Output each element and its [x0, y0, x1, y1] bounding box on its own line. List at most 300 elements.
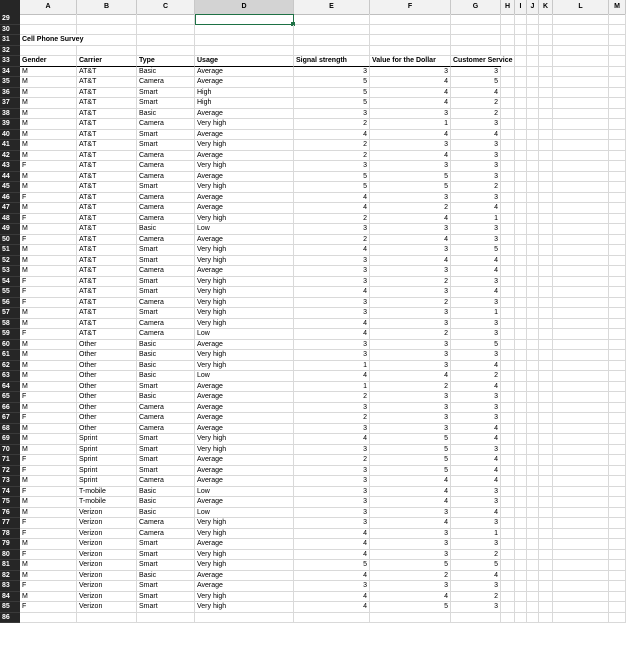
cell-g75[interactable]: 3	[451, 497, 501, 508]
cell-e34[interactable]: 3	[294, 67, 370, 78]
row-header[interactable]: 29	[0, 14, 20, 25]
cell-d79[interactable]: Average	[195, 539, 294, 550]
cell-l81[interactable]	[553, 560, 609, 571]
cell-b71[interactable]: Sprint	[77, 455, 137, 466]
cell-g59[interactable]: 3	[451, 329, 501, 340]
cell-d75[interactable]: Average	[195, 497, 294, 508]
cell-d39[interactable]: Very high	[195, 119, 294, 130]
cell-f85[interactable]: 5	[370, 602, 451, 613]
cell-k74[interactable]	[539, 487, 553, 498]
cell-b51[interactable]: AT&T	[77, 245, 137, 256]
cell-c38[interactable]: Basic	[137, 109, 195, 120]
cell-a33[interactable]: Gender	[20, 56, 77, 67]
cell-a42[interactable]: M	[20, 151, 77, 162]
cell-j54[interactable]	[527, 277, 539, 288]
cell-m34[interactable]	[609, 67, 626, 78]
cell-k34[interactable]	[539, 67, 553, 78]
cell-d31[interactable]	[195, 35, 294, 46]
cell-m36[interactable]	[609, 88, 626, 99]
cell-m75[interactable]	[609, 497, 626, 508]
cell-h45[interactable]	[501, 182, 515, 193]
cell-i36[interactable]	[515, 88, 527, 99]
cell-j56[interactable]	[527, 298, 539, 309]
cell-h52[interactable]	[501, 256, 515, 267]
cell-i71[interactable]	[515, 455, 527, 466]
row-header[interactable]: 68	[0, 424, 20, 435]
cell-g45[interactable]: 2	[451, 182, 501, 193]
cell-b36[interactable]: AT&T	[77, 88, 137, 99]
cell-f79[interactable]: 3	[370, 539, 451, 550]
cell-m50[interactable]	[609, 235, 626, 246]
cell-c63[interactable]: Basic	[137, 371, 195, 382]
cell-l83[interactable]	[553, 581, 609, 592]
cell-g63[interactable]: 2	[451, 371, 501, 382]
cell-a44[interactable]: M	[20, 172, 77, 183]
cell-l50[interactable]	[553, 235, 609, 246]
cell-k73[interactable]	[539, 476, 553, 487]
cell-l37[interactable]	[553, 98, 609, 109]
cell-k35[interactable]	[539, 77, 553, 88]
cell-h86[interactable]	[501, 613, 515, 624]
cell-h44[interactable]	[501, 172, 515, 183]
cell-k64[interactable]	[539, 382, 553, 393]
cell-k70[interactable]	[539, 445, 553, 456]
cell-a83[interactable]: F	[20, 581, 77, 592]
cell-d38[interactable]: Average	[195, 109, 294, 120]
cell-j31[interactable]	[527, 35, 539, 46]
cell-h38[interactable]	[501, 109, 515, 120]
cell-h75[interactable]	[501, 497, 515, 508]
cell-j43[interactable]	[527, 161, 539, 172]
cell-l29[interactable]	[553, 14, 609, 25]
cell-f54[interactable]: 2	[370, 277, 451, 288]
cell-j78[interactable]	[527, 529, 539, 540]
cell-j45[interactable]	[527, 182, 539, 193]
cell-a70[interactable]: M	[20, 445, 77, 456]
cell-l30[interactable]	[553, 25, 609, 36]
cell-m81[interactable]	[609, 560, 626, 571]
cell-j30[interactable]	[527, 25, 539, 36]
cell-h47[interactable]	[501, 203, 515, 214]
cell-j47[interactable]	[527, 203, 539, 214]
cell-g32[interactable]	[451, 46, 501, 57]
cell-b52[interactable]: AT&T	[77, 256, 137, 267]
cell-e54[interactable]: 3	[294, 277, 370, 288]
cell-f80[interactable]: 3	[370, 550, 451, 561]
cell-h49[interactable]	[501, 224, 515, 235]
cell-k72[interactable]	[539, 466, 553, 477]
cell-c50[interactable]: Camera	[137, 235, 195, 246]
cell-e67[interactable]: 2	[294, 413, 370, 424]
cell-l32[interactable]	[553, 46, 609, 57]
cell-g60[interactable]: 5	[451, 340, 501, 351]
row-header[interactable]: 31	[0, 35, 20, 46]
cell-e86[interactable]	[294, 613, 370, 624]
cell-c53[interactable]: Camera	[137, 266, 195, 277]
cell-i52[interactable]	[515, 256, 527, 267]
cell-h76[interactable]	[501, 508, 515, 519]
cell-j73[interactable]	[527, 476, 539, 487]
cell-f77[interactable]: 4	[370, 518, 451, 529]
cell-c57[interactable]: Smart	[137, 308, 195, 319]
cell-e72[interactable]: 3	[294, 466, 370, 477]
cell-d60[interactable]: Average	[195, 340, 294, 351]
cell-e64[interactable]: 1	[294, 382, 370, 393]
row-header[interactable]: 32	[0, 46, 20, 57]
cell-j71[interactable]	[527, 455, 539, 466]
cell-i43[interactable]	[515, 161, 527, 172]
cell-h61[interactable]	[501, 350, 515, 361]
cell-e58[interactable]: 4	[294, 319, 370, 330]
cell-h48[interactable]	[501, 214, 515, 225]
cell-c64[interactable]: Smart	[137, 382, 195, 393]
cell-i75[interactable]	[515, 497, 527, 508]
cell-e51[interactable]: 4	[294, 245, 370, 256]
cell-j41[interactable]	[527, 140, 539, 151]
cell-d64[interactable]: Average	[195, 382, 294, 393]
row-header[interactable]: 82	[0, 571, 20, 582]
cell-a31[interactable]: Cell Phone Survey	[20, 35, 77, 46]
cell-m76[interactable]	[609, 508, 626, 519]
cell-f81[interactable]: 5	[370, 560, 451, 571]
cell-h78[interactable]	[501, 529, 515, 540]
cell-c56[interactable]: Camera	[137, 298, 195, 309]
cell-e47[interactable]: 4	[294, 203, 370, 214]
cell-l41[interactable]	[553, 140, 609, 151]
cell-a57[interactable]: M	[20, 308, 77, 319]
cell-k59[interactable]	[539, 329, 553, 340]
cell-a77[interactable]: F	[20, 518, 77, 529]
cell-j79[interactable]	[527, 539, 539, 550]
cell-l48[interactable]	[553, 214, 609, 225]
cell-k45[interactable]	[539, 182, 553, 193]
cell-i68[interactable]	[515, 424, 527, 435]
cell-l63[interactable]	[553, 371, 609, 382]
cell-m41[interactable]	[609, 140, 626, 151]
cell-e52[interactable]: 3	[294, 256, 370, 267]
row-header[interactable]: 55	[0, 287, 20, 298]
column-header-k[interactable]: K	[539, 0, 553, 14]
cell-c73[interactable]: Camera	[137, 476, 195, 487]
cell-h42[interactable]	[501, 151, 515, 162]
cell-c59[interactable]: Camera	[137, 329, 195, 340]
cell-h59[interactable]	[501, 329, 515, 340]
select-all-corner[interactable]	[0, 0, 20, 14]
cell-j59[interactable]	[527, 329, 539, 340]
cell-l31[interactable]	[553, 35, 609, 46]
cell-m46[interactable]	[609, 193, 626, 204]
cell-i47[interactable]	[515, 203, 527, 214]
cell-e36[interactable]: 5	[294, 88, 370, 99]
cell-i77[interactable]	[515, 518, 527, 529]
row-header[interactable]: 84	[0, 592, 20, 603]
cell-b47[interactable]: AT&T	[77, 203, 137, 214]
cell-i39[interactable]	[515, 119, 527, 130]
cell-l61[interactable]	[553, 350, 609, 361]
cell-g81[interactable]: 5	[451, 560, 501, 571]
cell-c70[interactable]: Smart	[137, 445, 195, 456]
row-header[interactable]: 49	[0, 224, 20, 235]
cell-a43[interactable]: F	[20, 161, 77, 172]
cell-e83[interactable]: 3	[294, 581, 370, 592]
row-header[interactable]: 57	[0, 308, 20, 319]
row-header[interactable]: 50	[0, 235, 20, 246]
cell-a36[interactable]: M	[20, 88, 77, 99]
cell-g39[interactable]: 3	[451, 119, 501, 130]
cell-d44[interactable]: Average	[195, 172, 294, 183]
cell-b60[interactable]: Other	[77, 340, 137, 351]
cell-f66[interactable]: 3	[370, 403, 451, 414]
cell-a80[interactable]: F	[20, 550, 77, 561]
cell-e79[interactable]: 4	[294, 539, 370, 550]
cell-b67[interactable]: Other	[77, 413, 137, 424]
cell-l34[interactable]	[553, 67, 609, 78]
cell-c74[interactable]: Basic	[137, 487, 195, 498]
cell-k49[interactable]	[539, 224, 553, 235]
cell-h37[interactable]	[501, 98, 515, 109]
cell-f58[interactable]: 3	[370, 319, 451, 330]
cell-d32[interactable]	[195, 46, 294, 57]
cell-b45[interactable]: AT&T	[77, 182, 137, 193]
cell-g49[interactable]: 3	[451, 224, 501, 235]
column-header-h[interactable]: H	[501, 0, 515, 14]
cell-g62[interactable]: 4	[451, 361, 501, 372]
cell-k68[interactable]	[539, 424, 553, 435]
cell-h34[interactable]	[501, 67, 515, 78]
row-header[interactable]: 67	[0, 413, 20, 424]
cell-j32[interactable]	[527, 46, 539, 57]
cell-m32[interactable]	[609, 46, 626, 57]
cell-m58[interactable]	[609, 319, 626, 330]
cell-l86[interactable]	[553, 613, 609, 624]
cell-f69[interactable]: 5	[370, 434, 451, 445]
cell-c72[interactable]: Smart	[137, 466, 195, 477]
cell-m86[interactable]	[609, 613, 626, 624]
cell-b80[interactable]: Verizon	[77, 550, 137, 561]
cell-m60[interactable]	[609, 340, 626, 351]
row-header[interactable]: 70	[0, 445, 20, 456]
cell-m54[interactable]	[609, 277, 626, 288]
cell-b57[interactable]: AT&T	[77, 308, 137, 319]
cell-l72[interactable]	[553, 466, 609, 477]
cell-g41[interactable]: 3	[451, 140, 501, 151]
cell-g30[interactable]	[451, 25, 501, 36]
cell-d81[interactable]: Very high	[195, 560, 294, 571]
cell-c82[interactable]: Basic	[137, 571, 195, 582]
cell-l75[interactable]	[553, 497, 609, 508]
cell-l71[interactable]	[553, 455, 609, 466]
cell-k85[interactable]	[539, 602, 553, 613]
cell-c62[interactable]: Basic	[137, 361, 195, 372]
row-header[interactable]: 46	[0, 193, 20, 204]
cell-c34[interactable]: Basic	[137, 67, 195, 78]
cell-b62[interactable]: Other	[77, 361, 137, 372]
cell-c80[interactable]: Smart	[137, 550, 195, 561]
cell-f71[interactable]: 5	[370, 455, 451, 466]
cell-g36[interactable]: 4	[451, 88, 501, 99]
cell-f86[interactable]	[370, 613, 451, 624]
cell-d67[interactable]: Average	[195, 413, 294, 424]
cell-g53[interactable]: 4	[451, 266, 501, 277]
cell-h73[interactable]	[501, 476, 515, 487]
cell-b70[interactable]: Sprint	[77, 445, 137, 456]
cell-f83[interactable]: 3	[370, 581, 451, 592]
cell-d47[interactable]: Average	[195, 203, 294, 214]
cell-d51[interactable]: Very high	[195, 245, 294, 256]
cell-d42[interactable]: Average	[195, 151, 294, 162]
column-header-e[interactable]: E	[294, 0, 370, 14]
cell-h41[interactable]	[501, 140, 515, 151]
cell-e33[interactable]: Signal strength	[294, 56, 370, 67]
cell-d58[interactable]: Very high	[195, 319, 294, 330]
cell-l77[interactable]	[553, 518, 609, 529]
cell-h67[interactable]	[501, 413, 515, 424]
row-header[interactable]: 52	[0, 256, 20, 267]
cell-l45[interactable]	[553, 182, 609, 193]
cell-m53[interactable]	[609, 266, 626, 277]
row-header[interactable]: 62	[0, 361, 20, 372]
cell-e65[interactable]: 2	[294, 392, 370, 403]
cell-b35[interactable]: AT&T	[77, 77, 137, 88]
cell-i66[interactable]	[515, 403, 527, 414]
cell-e74[interactable]: 3	[294, 487, 370, 498]
cell-a39[interactable]: M	[20, 119, 77, 130]
cell-d33[interactable]: Usage	[195, 56, 294, 67]
cell-b48[interactable]: AT&T	[77, 214, 137, 225]
cell-m49[interactable]	[609, 224, 626, 235]
cell-a50[interactable]: F	[20, 235, 77, 246]
cell-j48[interactable]	[527, 214, 539, 225]
cell-d49[interactable]: Low	[195, 224, 294, 235]
cell-a47[interactable]: M	[20, 203, 77, 214]
cell-i48[interactable]	[515, 214, 527, 225]
cell-e43[interactable]: 3	[294, 161, 370, 172]
cell-l60[interactable]	[553, 340, 609, 351]
cell-b33[interactable]: Carrier	[77, 56, 137, 67]
cell-e32[interactable]	[294, 46, 370, 57]
cell-g85[interactable]: 3	[451, 602, 501, 613]
cell-k76[interactable]	[539, 508, 553, 519]
cell-m71[interactable]	[609, 455, 626, 466]
cell-h69[interactable]	[501, 434, 515, 445]
cell-m55[interactable]	[609, 287, 626, 298]
cell-h35[interactable]	[501, 77, 515, 88]
cell-h46[interactable]	[501, 193, 515, 204]
column-header-a[interactable]: A	[20, 0, 77, 14]
cell-c41[interactable]: Smart	[137, 140, 195, 151]
cell-g37[interactable]: 2	[451, 98, 501, 109]
cell-c44[interactable]: Camera	[137, 172, 195, 183]
cell-e44[interactable]: 5	[294, 172, 370, 183]
cell-k41[interactable]	[539, 140, 553, 151]
cell-b39[interactable]: AT&T	[77, 119, 137, 130]
cell-c55[interactable]: Smart	[137, 287, 195, 298]
cell-l70[interactable]	[553, 445, 609, 456]
cell-d41[interactable]: Very high	[195, 140, 294, 151]
cell-j67[interactable]	[527, 413, 539, 424]
cell-f73[interactable]: 4	[370, 476, 451, 487]
cell-k66[interactable]	[539, 403, 553, 414]
cell-a41[interactable]: M	[20, 140, 77, 151]
cell-m52[interactable]	[609, 256, 626, 267]
cell-e48[interactable]: 2	[294, 214, 370, 225]
cell-a69[interactable]: M	[20, 434, 77, 445]
cell-j58[interactable]	[527, 319, 539, 330]
cell-g86[interactable]	[451, 613, 501, 624]
cell-d63[interactable]: Low	[195, 371, 294, 382]
cell-e61[interactable]: 3	[294, 350, 370, 361]
cell-d78[interactable]: Very high	[195, 529, 294, 540]
cell-c78[interactable]: Camera	[137, 529, 195, 540]
cell-k30[interactable]	[539, 25, 553, 36]
cell-m56[interactable]	[609, 298, 626, 309]
cell-j40[interactable]	[527, 130, 539, 141]
cell-f74[interactable]: 4	[370, 487, 451, 498]
row-header[interactable]: 74	[0, 487, 20, 498]
cell-a53[interactable]: M	[20, 266, 77, 277]
cell-k71[interactable]	[539, 455, 553, 466]
cell-j35[interactable]	[527, 77, 539, 88]
cell-g35[interactable]: 5	[451, 77, 501, 88]
cell-g73[interactable]: 4	[451, 476, 501, 487]
cell-c76[interactable]: Basic	[137, 508, 195, 519]
cell-k52[interactable]	[539, 256, 553, 267]
cell-g83[interactable]: 3	[451, 581, 501, 592]
cell-j44[interactable]	[527, 172, 539, 183]
cell-c43[interactable]: Camera	[137, 161, 195, 172]
cell-l40[interactable]	[553, 130, 609, 141]
cell-a30[interactable]	[20, 25, 77, 36]
cell-d59[interactable]: Low	[195, 329, 294, 340]
cell-c86[interactable]	[137, 613, 195, 624]
cell-j69[interactable]	[527, 434, 539, 445]
row-header[interactable]: 59	[0, 329, 20, 340]
cell-c68[interactable]: Camera	[137, 424, 195, 435]
cell-h36[interactable]	[501, 88, 515, 99]
cell-b73[interactable]: Sprint	[77, 476, 137, 487]
cell-a52[interactable]: M	[20, 256, 77, 267]
cell-d73[interactable]: Average	[195, 476, 294, 487]
cell-l57[interactable]	[553, 308, 609, 319]
cell-h51[interactable]	[501, 245, 515, 256]
cell-f82[interactable]: 2	[370, 571, 451, 582]
cell-i58[interactable]	[515, 319, 527, 330]
cell-a37[interactable]: M	[20, 98, 77, 109]
cell-f57[interactable]: 3	[370, 308, 451, 319]
cell-b86[interactable]	[77, 613, 137, 624]
cell-g40[interactable]: 4	[451, 130, 501, 141]
cell-d66[interactable]: Average	[195, 403, 294, 414]
cell-b82[interactable]: Verizon	[77, 571, 137, 582]
cell-m74[interactable]	[609, 487, 626, 498]
cell-j86[interactable]	[527, 613, 539, 624]
column-header-i[interactable]: I	[515, 0, 527, 14]
cell-m84[interactable]	[609, 592, 626, 603]
row-header[interactable]: 77	[0, 518, 20, 529]
cell-i62[interactable]	[515, 361, 527, 372]
cell-i79[interactable]	[515, 539, 527, 550]
cell-b54[interactable]: AT&T	[77, 277, 137, 288]
row-header[interactable]: 80	[0, 550, 20, 561]
cell-m35[interactable]	[609, 77, 626, 88]
cell-k83[interactable]	[539, 581, 553, 592]
cell-m85[interactable]	[609, 602, 626, 613]
cell-g44[interactable]: 3	[451, 172, 501, 183]
cell-g76[interactable]: 4	[451, 508, 501, 519]
row-header[interactable]: 66	[0, 403, 20, 414]
cell-k33[interactable]	[539, 56, 553, 67]
row-header[interactable]: 41	[0, 140, 20, 151]
